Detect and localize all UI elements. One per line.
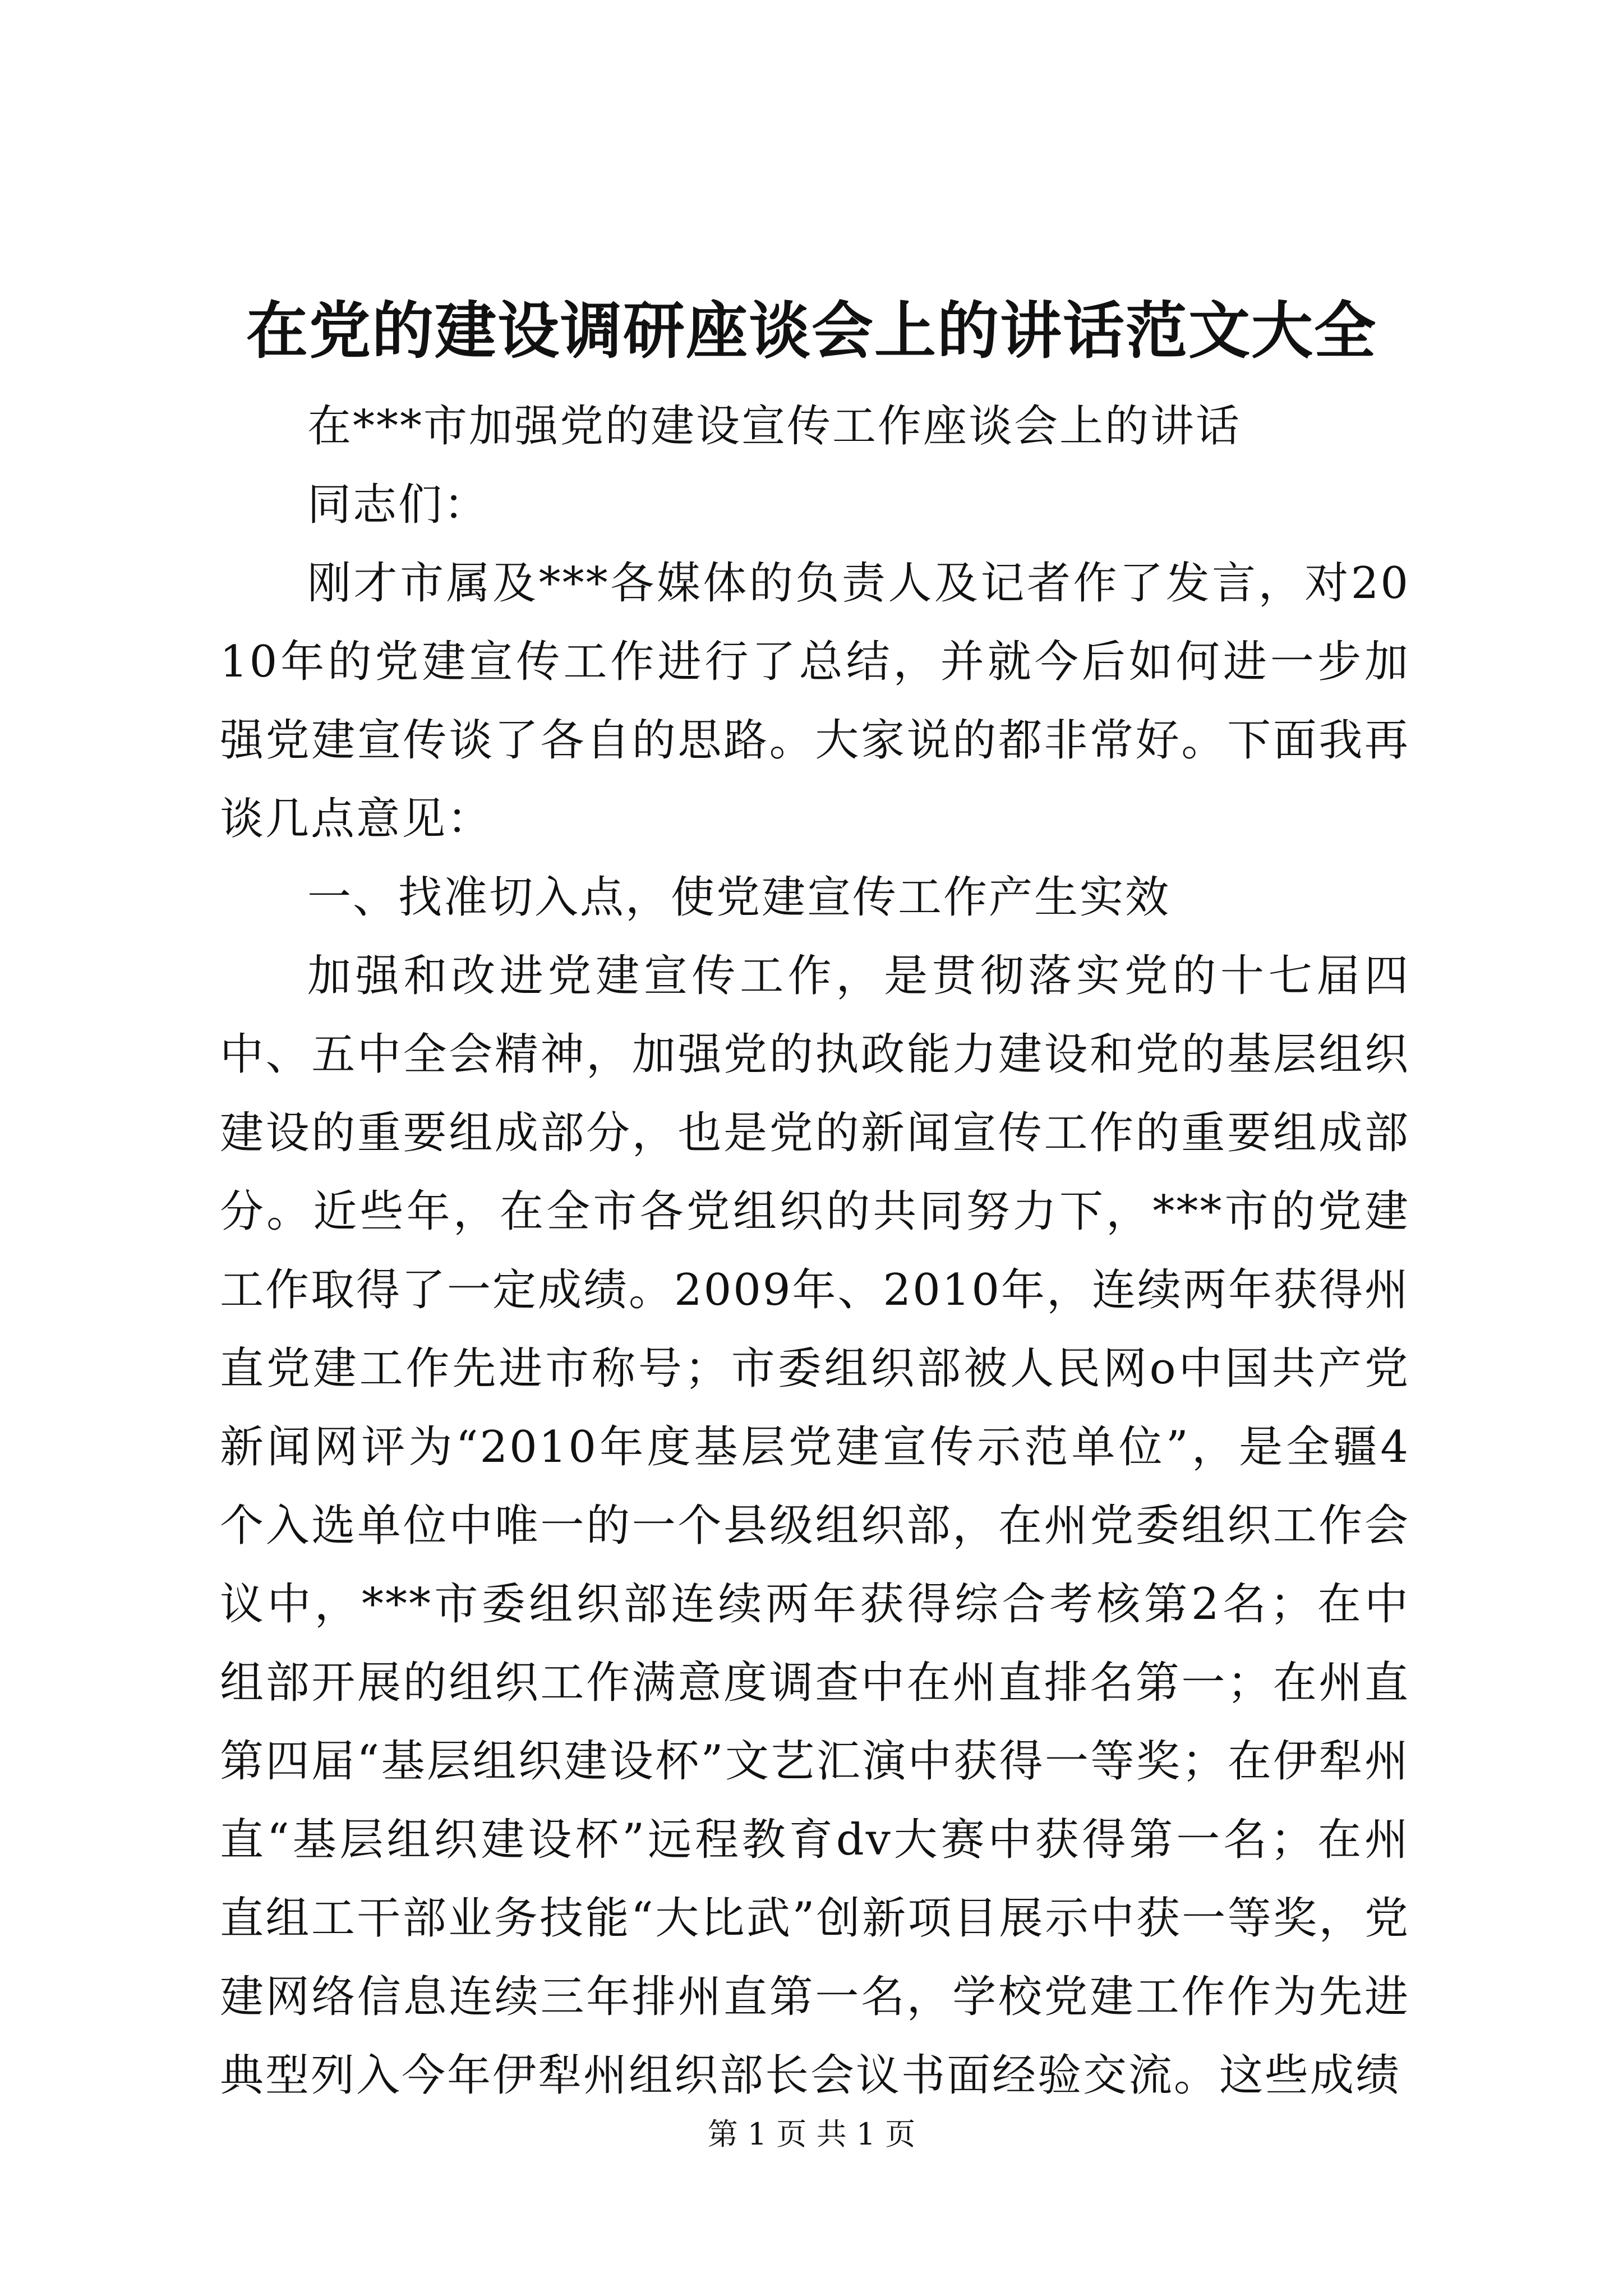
paragraph-intro: 刚才市属及***各媒体的负责人及记者作了发言，对2010年的党建宣传工作进行了总结，并就今后如何进一步加强党建宣传谈了各自的思路。大家说的都非常好。下面我再谈几点意见：	[220, 558, 1410, 844]
document-subtitle: 在***市加强党的建设宣传工作座谈会上的讲话	[307, 401, 1242, 452]
section-heading-1: 一、找准切入点，使党建宣传工作产生实效	[307, 872, 1171, 923]
page-footer: 第 1 页 共 1 页	[707, 2116, 916, 2152]
paragraph-achievements: 加强和改进党建宣传工作，是贯彻落实党的十七届四中、五中全会精神，加强党的执政能力建设和党的基层组织建设的重要组成部分，也是党的新闻宣传工作的重要组成部分。近些年，在全市各党组织的共同努力下，***市的党建工作取得了一定成绩。2009年、2010年，连续两年获得州直党建工作先进市称号；市委组织部被人民网o中国共产党新闻网评为“2010年度基层党建宣传示范单位”，是全疆4个入选单位中唯一的一个县级组织部，在州党委组织工作会议中，***市委组织部连续两年获得综合考核第2名；在中组部开展的组织工作满意度调查中在州直排名第一；在州直第四届“基层组织建设杯”文艺汇演中获得一等奖；在伊犁州直“基层组织建设杯”远程教育dv大赛中获得第一名；在州直组工干部业务技能“大比武”创新项目展示中获一等奖，党建网络信息连续三年排州直第一名，学校党建工作作为先进典型列入今年伊犁州组织部长会议书面经验交流。这些成绩	[220, 951, 1410, 2101]
document-body	[220, 387, 1410, 2115]
document-title: 在党的建设调研座谈会上的讲话范文大全	[246, 295, 1377, 367]
salutation: 同志们：	[307, 480, 490, 530]
